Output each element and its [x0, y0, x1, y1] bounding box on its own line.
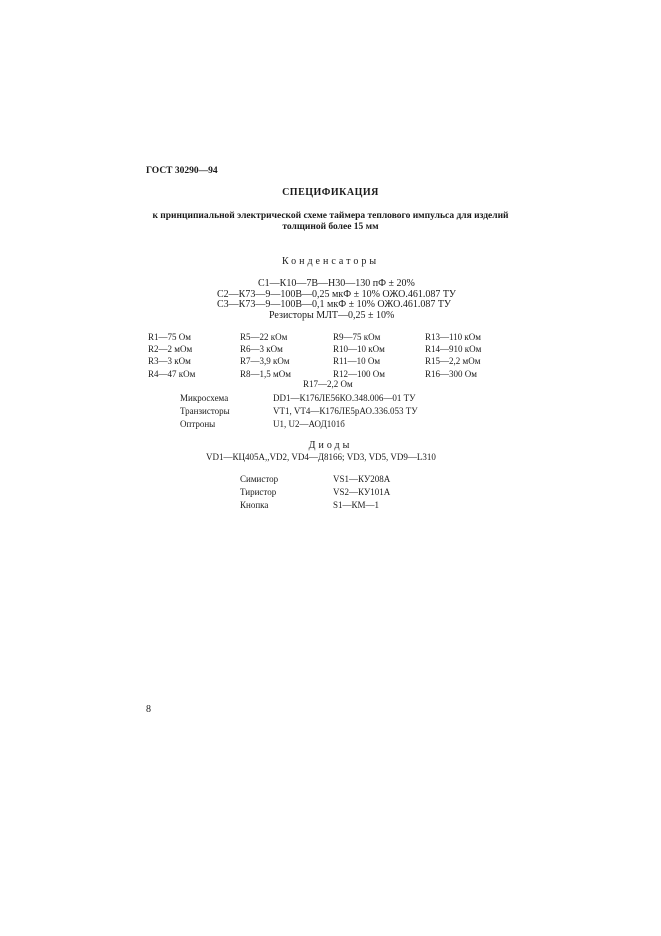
component-label: Тиристор [240, 487, 277, 497]
capacitors-heading: Конденсаторы [281, 256, 380, 267]
component-value: VS2—КУ101А [333, 487, 391, 497]
resistor-item: R12—100 Ом [333, 369, 385, 379]
subtitle-line-2: толщиной более 15 мм [282, 222, 379, 232]
component-label: Микросхема [180, 393, 229, 403]
page-number: 8 [146, 704, 151, 715]
page-title: СПЕЦИФИКАЦИЯ [282, 187, 379, 198]
capacitor-item: С3—К73—9—100В—0,1 мкФ ± 10% ОЖО.461.087 ТУ [217, 299, 452, 310]
standard-code: ГОСТ 30290—94 [146, 166, 218, 176]
component-label: Кнопка [240, 500, 269, 510]
resistor-item: R9—75 кОм [333, 332, 381, 342]
resistor-item: R16—300 Ом [425, 369, 477, 379]
subtitle-line-1: к принципиальной электрической схеме таймера теплового импульса для изделий [152, 211, 509, 221]
resistor-item: R11—10 Ом [333, 356, 381, 366]
capacitor-item: С2—К73—9—100В—0,25 мкФ ± 10% ОЖО.461.087 ТУ [217, 289, 457, 300]
diodes-line: VD1—КЦ405А,,VD2, VD4—Д8166; VD3, VD5, VD9—L310 [206, 452, 436, 462]
capacitor-item: С1—К10—7В—Н30—130 пФ ± 20% [258, 278, 415, 289]
component-value: DD1—К176ЛЕ56КО.348.006—01 ТУ [273, 393, 416, 403]
resistor-item: R13—110 кОм [425, 332, 481, 342]
resistor-item: R15—2,2 мОм [425, 356, 481, 366]
resistor-item: R4—47 кОм [148, 369, 196, 379]
resistor-item: R6—3 кОм [240, 344, 283, 354]
resistor-item: R2—2 мОм [148, 344, 193, 354]
resistor-item: R3—3 кОм [148, 356, 191, 366]
resistors-heading: Резисторы МЛТ—0,25 ± 10% [269, 310, 395, 321]
resistor-item: R5—22 кОм [240, 332, 288, 342]
component-label: Оптроны [180, 419, 216, 429]
component-value: VT1, VT4—К176ЛЕ5рАО.336.053 ТУ [273, 406, 418, 416]
component-value: S1—КМ—1 [333, 500, 380, 510]
component-label: Транзисторы [180, 406, 230, 416]
component-value: VS1—КУ208А [333, 474, 391, 484]
resistor-item: R14—910 кОм [425, 344, 482, 354]
resistor-item: R10—10 кОм [333, 344, 385, 354]
resistor-item: R7—3,9 кОм [240, 356, 290, 366]
component-value: U1, U2—АОД101б [273, 419, 345, 429]
component-label: Симистор [240, 474, 279, 484]
resistor-item: R8—1,5 мОм [240, 369, 291, 379]
resistor-item: R17—2,2 Ом [303, 379, 353, 389]
diodes-heading: Диоды [308, 440, 353, 451]
resistor-item: R1—75 Ом [148, 332, 191, 342]
